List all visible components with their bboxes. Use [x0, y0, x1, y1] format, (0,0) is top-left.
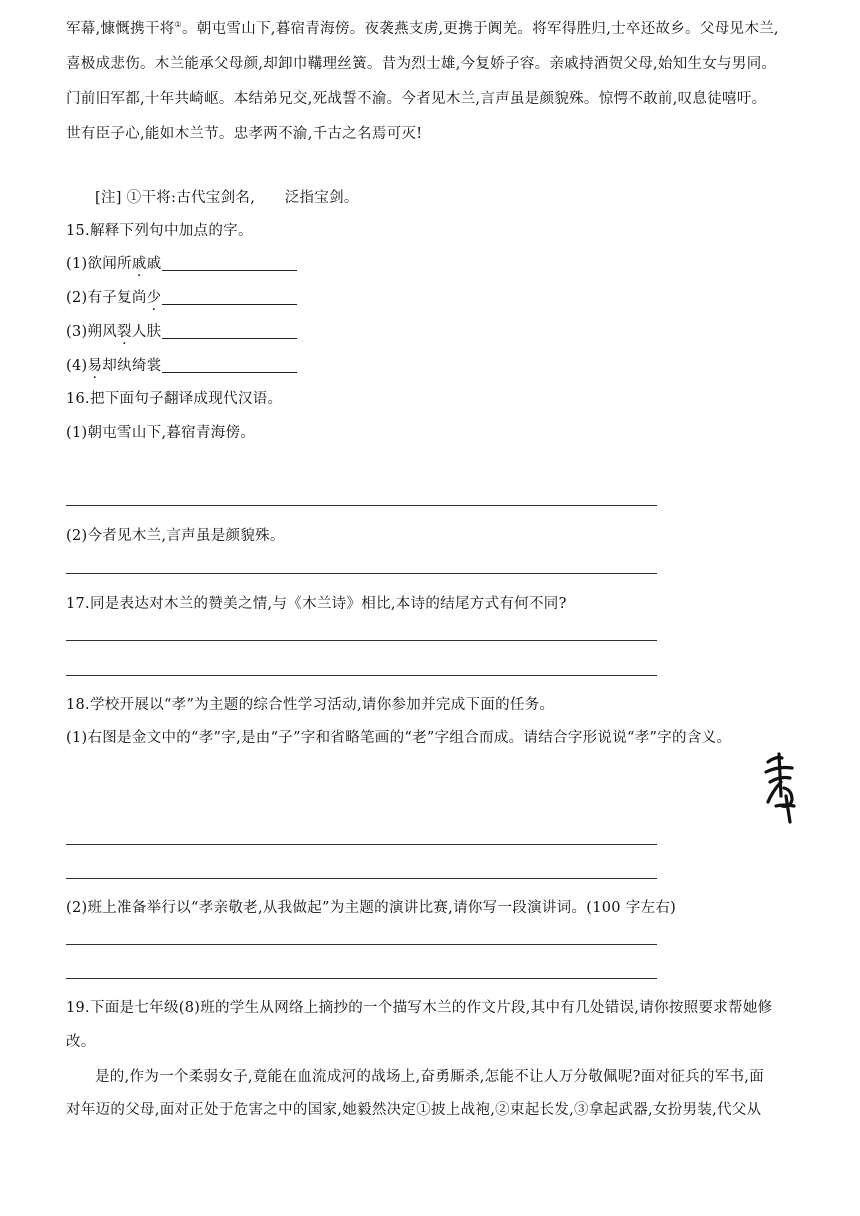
answer-line[interactable] [66, 573, 657, 574]
footnote: [注] ①干将:古代宝剑名, 泛指宝剑。 [95, 190, 359, 206]
answer-line[interactable] [66, 944, 657, 945]
q18-title: 18.学校开展以“孝”为主题的综合性学习活动,请你参加并完成下面的任务。 [66, 697, 555, 713]
q17-title: 17.同是表达对木兰的赞美之情,与《木兰诗》相比,本诗的结尾方式有何不同? [66, 596, 567, 612]
q19-paragraph-line-2: 对年迈的父母,面对正处于危害之中的国家,她毅然决定①披上战袍,②束起长发,③拿起武器,女扮男装,代父从 [66, 1102, 762, 1118]
q18-part-1: (1)右图是金文中的“孝”字,是由“子”字和省略笔画的“老”字组合而成。请结合字形说说“孝”字的含义。 [66, 730, 732, 746]
passage-line-1: 军幕,慷慨携干将①。朝屯雪山下,暮宿青海傍。夜袭燕支虏,更携于阗羌。将军得胜归,士卒还故乡。父母见木兰, [66, 20, 779, 37]
answer-line[interactable] [66, 878, 657, 879]
q15-item-4: (4)易却纨绮裳 [66, 354, 297, 375]
q15-item-3: (3)朔风裂人肤 [66, 320, 297, 341]
q16-title: 16.把下面句子翻译成现代汉语。 [66, 391, 283, 407]
q15-item-2: (2)有子复尚少 [66, 286, 297, 307]
answer-line[interactable] [66, 640, 657, 641]
passage-line-4: 世有臣子心,能如木兰节。忠孝两不渝,千古之名焉可灭! [66, 126, 423, 142]
q18-part-2: (2)班上准备举行以“孝亲敬老,从我做起”为主题的演讲比赛,请你写一段演讲词。(100 字左右) [66, 900, 677, 916]
answer-blank[interactable] [162, 288, 297, 305]
answer-blank[interactable] [162, 356, 297, 373]
answer-line[interactable] [66, 505, 657, 506]
q19-title: 19.下面是七年级(8)班的学生从网络上摘抄的一个描写木兰的作文片段,其中有几处错误,请你按照要求帮她修 [66, 1000, 773, 1016]
q19-paragraph-line-1: 是的,作为一个柔弱女子,竟能在血流成河的战场上,奋勇厮杀,怎能不让人万分敬佩呢?面对征兵的军书,面 [95, 1069, 765, 1085]
xiao-character-image [762, 752, 798, 824]
passage-line-2: 喜极成悲伤。木兰能承父母颜,却卸巾鞲理丝簧。昔为烈士雄,今复娇子容。亲戚持酒贺父母,始知生女与男同。 [66, 56, 777, 72]
q19-title-cont: 改。 [66, 1034, 96, 1050]
q15-title: 15.解释下列句中加点的字。 [66, 223, 253, 239]
q16-sentence-1: (1)朝屯雪山下,暮宿青海傍。 [66, 425, 256, 441]
q15-item-1: (1)欲闻所戚戚 [66, 252, 297, 273]
footnote-marker: ① [174, 20, 182, 30]
answer-blank[interactable] [162, 322, 297, 339]
answer-line[interactable] [66, 844, 657, 845]
answer-line[interactable] [66, 978, 657, 979]
passage-line-3: 门前旧军都,十年共崎岖。本结弟兄交,死战誓不渝。今者见木兰,言声虽是颜貌殊。惊愕不敢前,叹息徒嘻吁。 [66, 91, 767, 107]
q16-sentence-2: (2)今者见木兰,言声虽是颜貌殊。 [66, 528, 285, 544]
answer-line[interactable] [66, 675, 657, 676]
answer-blank[interactable] [162, 254, 297, 271]
